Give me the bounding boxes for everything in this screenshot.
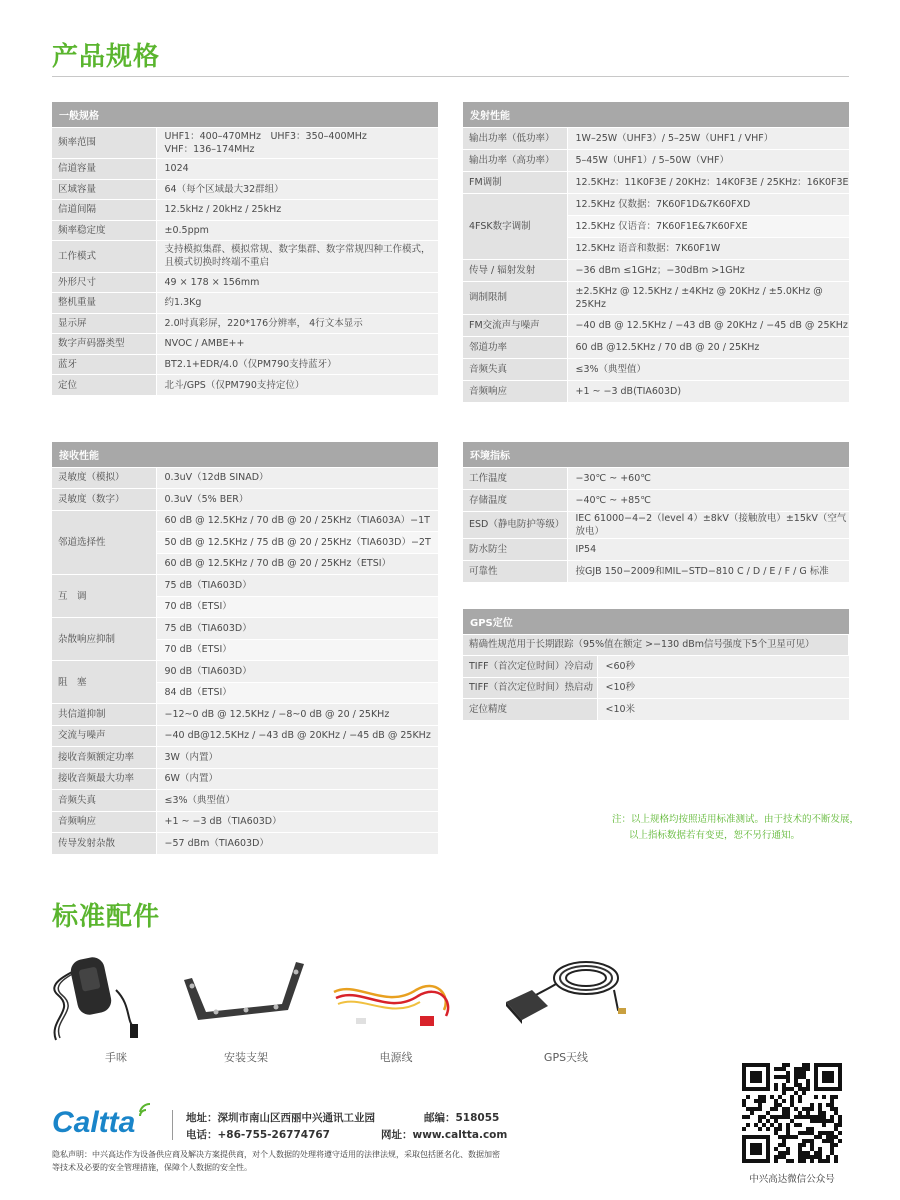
spec-label: 防水防尘 [463, 538, 567, 560]
spec-value: 北斗/GPS（仅PM790支持定位） [156, 375, 438, 396]
table-row [463, 538, 849, 560]
table-row [52, 790, 438, 812]
signal-wave-icon [138, 1102, 156, 1120]
table-row [463, 677, 849, 699]
spec-label: 音频响应 [463, 380, 567, 402]
spec-label: 交流与噪声 [52, 725, 156, 747]
spec-value: <60秒 [597, 656, 849, 678]
transmit-spec-table [463, 102, 849, 402]
spec-label: ESD（静电防护等级） [463, 511, 567, 538]
table-row [463, 281, 849, 314]
spec-label: TIFF（首次定位时间）热启动 [463, 677, 597, 699]
table-row [52, 179, 438, 200]
table-row [52, 220, 438, 241]
spec-value: ≤3%（典型值） [567, 358, 849, 380]
spec-value: 12.5KHz 语音和数据：7K60F1W [567, 237, 849, 259]
spec-value: 75 dB（TIA603D） [156, 618, 438, 640]
spec-note [612, 812, 859, 844]
spec-label: FM调制 [463, 171, 567, 193]
wechat-qr-code[interactable] [742, 1063, 842, 1163]
gps-full-row: 精确性规范用于长期跟踪（95%值在额定 >−130 dBm信号强度下5个卫星可见） [463, 634, 849, 656]
table-row [463, 314, 849, 336]
table-row [52, 375, 438, 396]
spec-label: 整机重量 [52, 293, 156, 314]
table-row [463, 358, 849, 380]
table-row [463, 259, 849, 281]
mounting-bracket-image [176, 950, 316, 1045]
footer-phone: 电话：+86-755-26774767 [186, 1129, 330, 1141]
footer-website[interactable]: 网址：www.caltta.com [381, 1129, 508, 1141]
spec-value: −30℃ ~ +60℃ [567, 467, 849, 489]
spec-label: 显示屏 [52, 313, 156, 334]
table-row [52, 747, 438, 769]
table-row [52, 704, 438, 726]
spec-label: 杂散响应抑制 [52, 618, 156, 661]
table-row [463, 171, 849, 193]
table-row [52, 833, 438, 855]
transmit-table-header: 发射性能 [463, 102, 849, 127]
spec-value: 1024 [156, 159, 438, 180]
spec-label: FM交流声与噪声 [463, 314, 567, 336]
spec-label: 邻道功率 [463, 336, 567, 358]
spec-value: 按GJB 150−2009和MIL−STD−810 C / D / E / F / G 标准 [567, 560, 849, 582]
spec-label: 频率稳定度 [52, 220, 156, 241]
spec-value: −40 dB @ 12.5KHz / −43 dB @ 20KHz / −45 dB @ 25KHz [567, 314, 849, 336]
table-row [52, 510, 438, 532]
table-row [463, 127, 849, 149]
accessory-label-gps-antenna: GPS天线 [543, 1051, 589, 1064]
table-row [52, 575, 438, 597]
spec-label: 信道容量 [52, 159, 156, 180]
spec-label: 存储温度 [463, 489, 567, 511]
spec-label: 传导发射杂散 [52, 833, 156, 855]
spec-value: ≤3%（典型值） [156, 790, 438, 812]
table-row [463, 699, 849, 721]
spec-label: 邻道选择性 [52, 510, 156, 575]
spec-value: 2.0吋真彩屏，220*176分辨率， 4行文本显示 [156, 313, 438, 334]
gps-table-header: GPS定位 [463, 609, 849, 634]
spec-label: 区域容量 [52, 179, 156, 200]
table-row [463, 489, 849, 511]
accessory-label-bracket: 安装支架 [224, 1051, 268, 1064]
spec-value: 60 dB @ 12.5KHz / 70 dB @ 20 / 25KHz（ETSI） [156, 553, 438, 575]
table-row [463, 336, 849, 358]
table-row [52, 618, 438, 640]
title-divider [52, 76, 849, 77]
spec-value: +1 ~ −3 dB（TIA603D） [156, 811, 438, 833]
table-row [463, 149, 849, 171]
spec-value: UHF1：400–470MHz UHF3：350–400MHz VHF：136–174MHz [156, 127, 438, 159]
spec-label: 定位 [52, 375, 156, 396]
spec-value: 约1.3Kg [156, 293, 438, 314]
spec-value: IP54 [567, 538, 849, 560]
spec-value: 3W（内置） [156, 747, 438, 769]
spec-value: −57 dBm（TIA603D） [156, 833, 438, 855]
table-row [52, 272, 438, 293]
spec-label: 阻 塞 [52, 661, 156, 704]
handheld-microphone-image [46, 950, 186, 1045]
spec-label: 信道间隔 [52, 200, 156, 221]
spec-label: 4FSK数字调制 [463, 193, 567, 259]
spec-value: ±0.5ppm [156, 220, 438, 241]
spec-value: 5–45W（UHF1）/ 5–50W（VHF） [567, 149, 849, 171]
power-cable-image [326, 950, 466, 1045]
spec-value: −40℃ ~ +85℃ [567, 489, 849, 511]
table-row [52, 354, 438, 375]
spec-value: −12~0 dB @ 12.5KHz / −8~0 dB @ 20 / 25KHz [156, 704, 438, 726]
table-row [52, 725, 438, 747]
spec-label: 音频失真 [52, 790, 156, 812]
table-row [463, 511, 849, 538]
table-row [52, 334, 438, 355]
table-row [463, 467, 849, 489]
spec-value: 75 dB（TIA603D） [156, 575, 438, 597]
spec-label: 频率范围 [52, 127, 156, 159]
spec-value: 6W（内置） [156, 768, 438, 790]
gps-antenna-image [496, 950, 636, 1045]
spec-value: 0.3uV（12dB SINAD） [156, 467, 438, 489]
spec-label: 数字声码器类型 [52, 334, 156, 355]
accessories-title: 标准配件 [52, 902, 161, 932]
spec-value: 1W–25W（UHF3）/ 5–25W（UHF1 / VHF） [567, 127, 849, 149]
environment-table-header: 环境指标 [463, 442, 849, 467]
table-row [52, 661, 438, 683]
spec-value: 70 dB（ETSI） [156, 596, 438, 618]
spec-label: 可靠性 [463, 560, 567, 582]
environment-spec-table [463, 442, 849, 582]
accessory-label-microphone: 手咪 [105, 1051, 127, 1064]
table-row [463, 380, 849, 402]
spec-value: 50 dB @ 12.5KHz / 75 dB @ 20 / 25KHz（TIA603D）−2T [156, 532, 438, 554]
spec-value: 支持模拟集群、模拟常规、数字集群、数字常规四种工作模式， 且模式切换时终端不重启 [156, 241, 438, 273]
table-row [52, 467, 438, 489]
spec-label: 互 调 [52, 575, 156, 618]
spec-label: 定位精度 [463, 699, 597, 721]
note-line-1: 注：以上规格均按照适用标准测试。由于技术的不断发展， [612, 814, 860, 825]
spec-value: −40 dB@12.5KHz / −43 dB @ 20KHz / −45 dB @ 25KHz [156, 725, 438, 747]
table-row [463, 193, 849, 215]
spec-value: 12.5KHz 仅数据：7K60F1D&7K60FXD [567, 193, 849, 215]
spec-value: 64（每个区域最大32群组） [156, 179, 438, 200]
spec-label: 灵敏度（模拟） [52, 467, 156, 489]
spec-value: BT2.1+EDR/4.0（仅PM790支持蓝牙） [156, 354, 438, 375]
spec-value: 84 dB（ETSI） [156, 682, 438, 704]
table-row [463, 560, 849, 582]
spec-value: ±2.5KHz @ 12.5KHz / ±4KHz @ 20KHz / ±5.0KHz @ 25KHz [567, 281, 849, 314]
spec-label: 音频失真 [463, 358, 567, 380]
table-row [52, 768, 438, 790]
table-row [52, 200, 438, 221]
spec-value: +1 ~ −3 dB(TIA603D) [567, 380, 849, 402]
receive-table-header: 接收性能 [52, 442, 438, 467]
spec-label: 音频响应 [52, 811, 156, 833]
caltta-logo: Caltta [52, 1106, 136, 1139]
spec-label: 输出功率（低功率） [463, 127, 567, 149]
spec-value: 70 dB（ETSI） [156, 639, 438, 661]
spec-value: 12.5kHz / 20kHz / 25kHz [156, 200, 438, 221]
general-spec-table [52, 102, 438, 395]
footer-divider [172, 1110, 173, 1140]
table-row [52, 313, 438, 334]
spec-value: NVOC / AMBE++ [156, 334, 438, 355]
spec-value: IEC 61000−4−2（level 4）±8kV（接触放电）±15kV（空气放电） [567, 511, 849, 538]
qr-code-label: 中兴高达微信公众号 [749, 1174, 835, 1185]
spec-label: 灵敏度（数字） [52, 489, 156, 511]
spec-value: 49 × 178 × 156mm [156, 272, 438, 293]
table-row [52, 159, 438, 180]
footer-postcode: 邮编：518055 [424, 1112, 500, 1124]
general-table-header: 一般规格 [52, 102, 438, 127]
spec-value: 0.3uV（5% BER） [156, 489, 438, 511]
table-row [463, 656, 849, 678]
spec-label: 共信道抑制 [52, 704, 156, 726]
spec-label: 外形尺寸 [52, 272, 156, 293]
spec-value: 60 dB @ 12.5KHz / 70 dB @ 20 / 25KHz（TIA603A）−1T [156, 510, 438, 532]
spec-label: 工作模式 [52, 241, 156, 273]
gps-spec-table [463, 609, 849, 720]
table-row [52, 489, 438, 511]
spec-label: 调制限制 [463, 281, 567, 314]
table-row [52, 811, 438, 833]
spec-label: 工作温度 [463, 467, 567, 489]
spec-label: TIFF（首次定位时间）冷启动 [463, 656, 597, 678]
spec-value: 12.5KHz：11K0F3E / 20KHz：14K0F3E / 25KHz：16K0F3E [567, 171, 849, 193]
spec-label: 接收音频最大功率 [52, 768, 156, 790]
spec-value: 60 dB @12.5KHz / 70 dB @ 20 / 25KHz [567, 336, 849, 358]
privacy-statement: 隐私声明：中兴高达作为设备供应商及解决方案提供商，对个人数据的处理将遵守适用的法律法规，采取包括匿名化、数据加密等技术及必要的安全管理措施，保障个人数据的安全性。 [52, 1150, 500, 1172]
spec-value: <10米 [597, 699, 849, 721]
note-line-2: 以上指标数据若有变更，恕不另行通知。 [629, 830, 801, 841]
spec-label: 蓝牙 [52, 354, 156, 375]
spec-value: 90 dB（TIA603D） [156, 661, 438, 683]
spec-value: <10秒 [597, 677, 849, 699]
spec-value: 12.5KHz 仅语音：7K60F1E&7K60FXE [567, 215, 849, 237]
accessory-label-power-cable: 电源线 [379, 1051, 413, 1064]
spec-label: 接收音频额定功率 [52, 747, 156, 769]
spec-value: −36 dBm ≤1GHz；−30dBm >1GHz [567, 259, 849, 281]
spec-label: 输出功率（高功率） [463, 149, 567, 171]
footer-address: 地址：深圳市南山区西丽中兴通讯工业园 [186, 1112, 375, 1124]
table-row [52, 127, 438, 159]
receive-spec-table [52, 442, 438, 854]
table-row [52, 293, 438, 314]
spec-section-title: 产品规格 [52, 42, 161, 72]
table-row [52, 241, 438, 273]
spec-label: 传导 / 辐射发射 [463, 259, 567, 281]
